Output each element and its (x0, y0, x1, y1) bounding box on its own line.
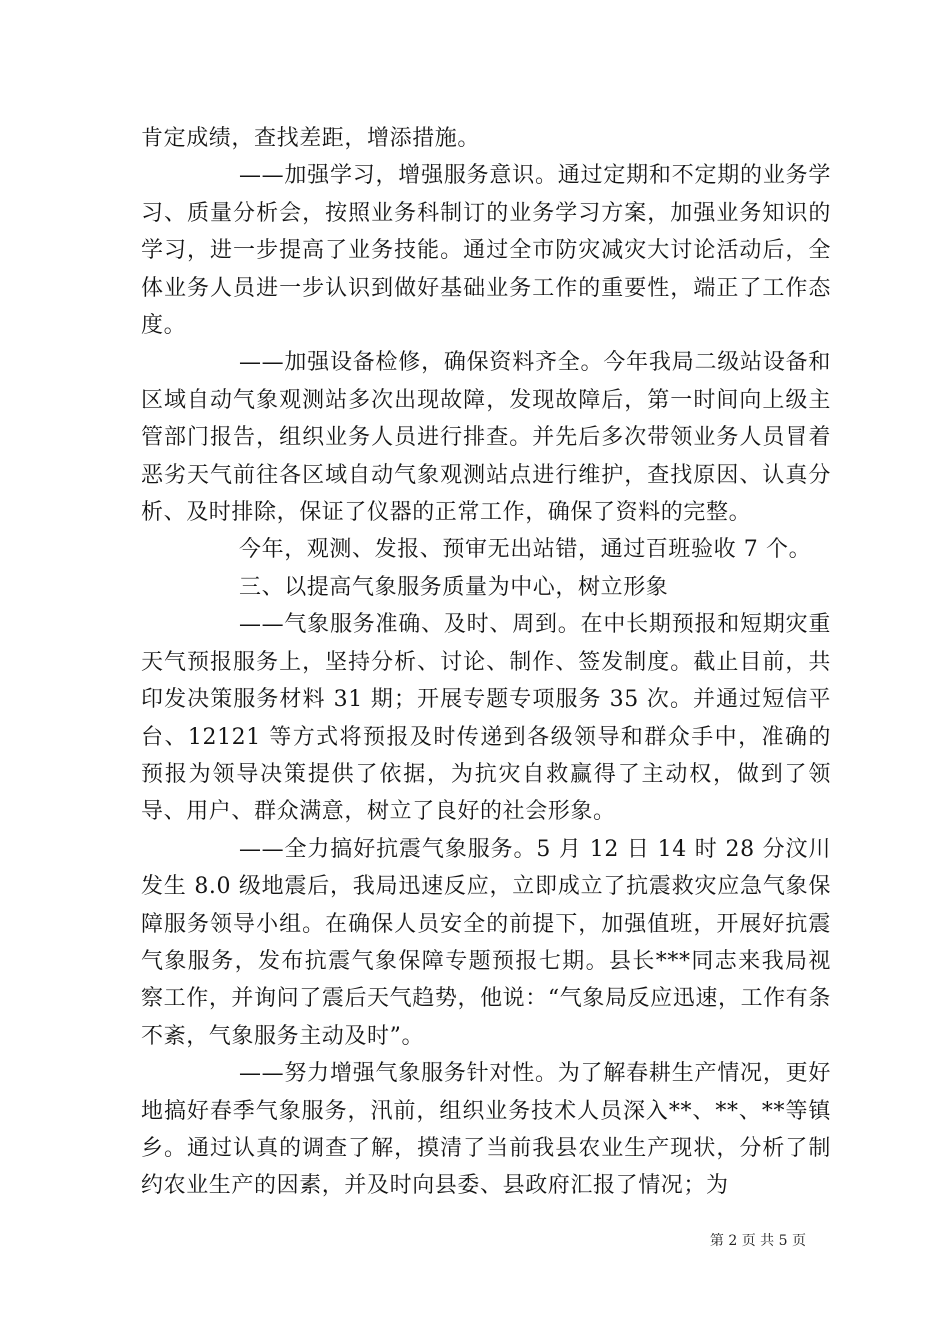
paragraph-7: ——努力增强气象服务针对性。为了解春耕生产情况，更好地搞好春季气象服务，汛前，组织业务技术人员深入**、**、**等镇乡。通过认真的调查了解，摸清了当前我县农业生产现状，分析了制约农业生产的因素，并及时向县委、县政府汇报了情况；为 (141, 1061, 831, 1199)
page-number-footer: 第 2 页 共 5 页 (709, 1233, 806, 1249)
paragraph-5: ——气象服务准确、及时、周到。在中长期预报和短期灾重天气预报服务上，坚持分析、讨论、制作、签发制度。截止目前，共印发决策服务材料 31 期；开展专题专项服务 35 次。并通过短信平台、12121 等方式将预报及时传递到各级领导和群众手中，准确的预报为领导决策提供了依据，为抗灾自救赢得了主动权，做到了领导、用户、群众满意，树立了良好的社会形象。 (141, 612, 831, 825)
paragraph-3: ——加强设备检修，确保资料齐全。今年我局二级站设备和区域自动气象观测站多次出现故障，发现故障后，第一时间向上级主管部门报告，组织业务人员进行排查。并先后多次带领业务人员冒着恶劣天气前往各区域自动气象观测站点进行维护，查找原因、认真分析、及时排除，保证了仪器的正常工作，确保了资料的完整。 (141, 350, 831, 526)
paragraph-6: ——全力搞好抗震气象服务。5 月 12 日 14 时 28 分汶川发生 8.0 级地震后，我局迅速反应，立即成立了抗震救灾应急气象保障服务领导小组。在确保人员安全的前提下，加强值班，开展好抗震气象服务，发布抗震气象保障专题预报七期。县长***同志来我局视察工作，并询问了震后天气趋势，他说：“气象局反应迅速，工作有条不紊，气象服务主动及时”。 (141, 836, 831, 1049)
document-body (141, 120, 831, 1205)
section-heading: 三、以提高气象服务质量为中心，树立形象 (239, 574, 669, 600)
paragraph-1: 肯定成绩，查找差距，增添措施。 (141, 126, 481, 151)
paragraph-4: 今年，观测、发报、预审无出站错，通过百班验收 7 个。 (239, 537, 812, 563)
paragraph-2: ——加强学习，增强服务意识。通过定期和不定期的业务学习、质量分析会，按照业务科制订的业务学习方案，加强业务知识的学习，进一步提高了业务技能。通过全市防灾减灾大讨论活动后，全体业务人员进一步认识到做好基础业务工作的重要性，端正了工作态度。 (141, 163, 831, 339)
